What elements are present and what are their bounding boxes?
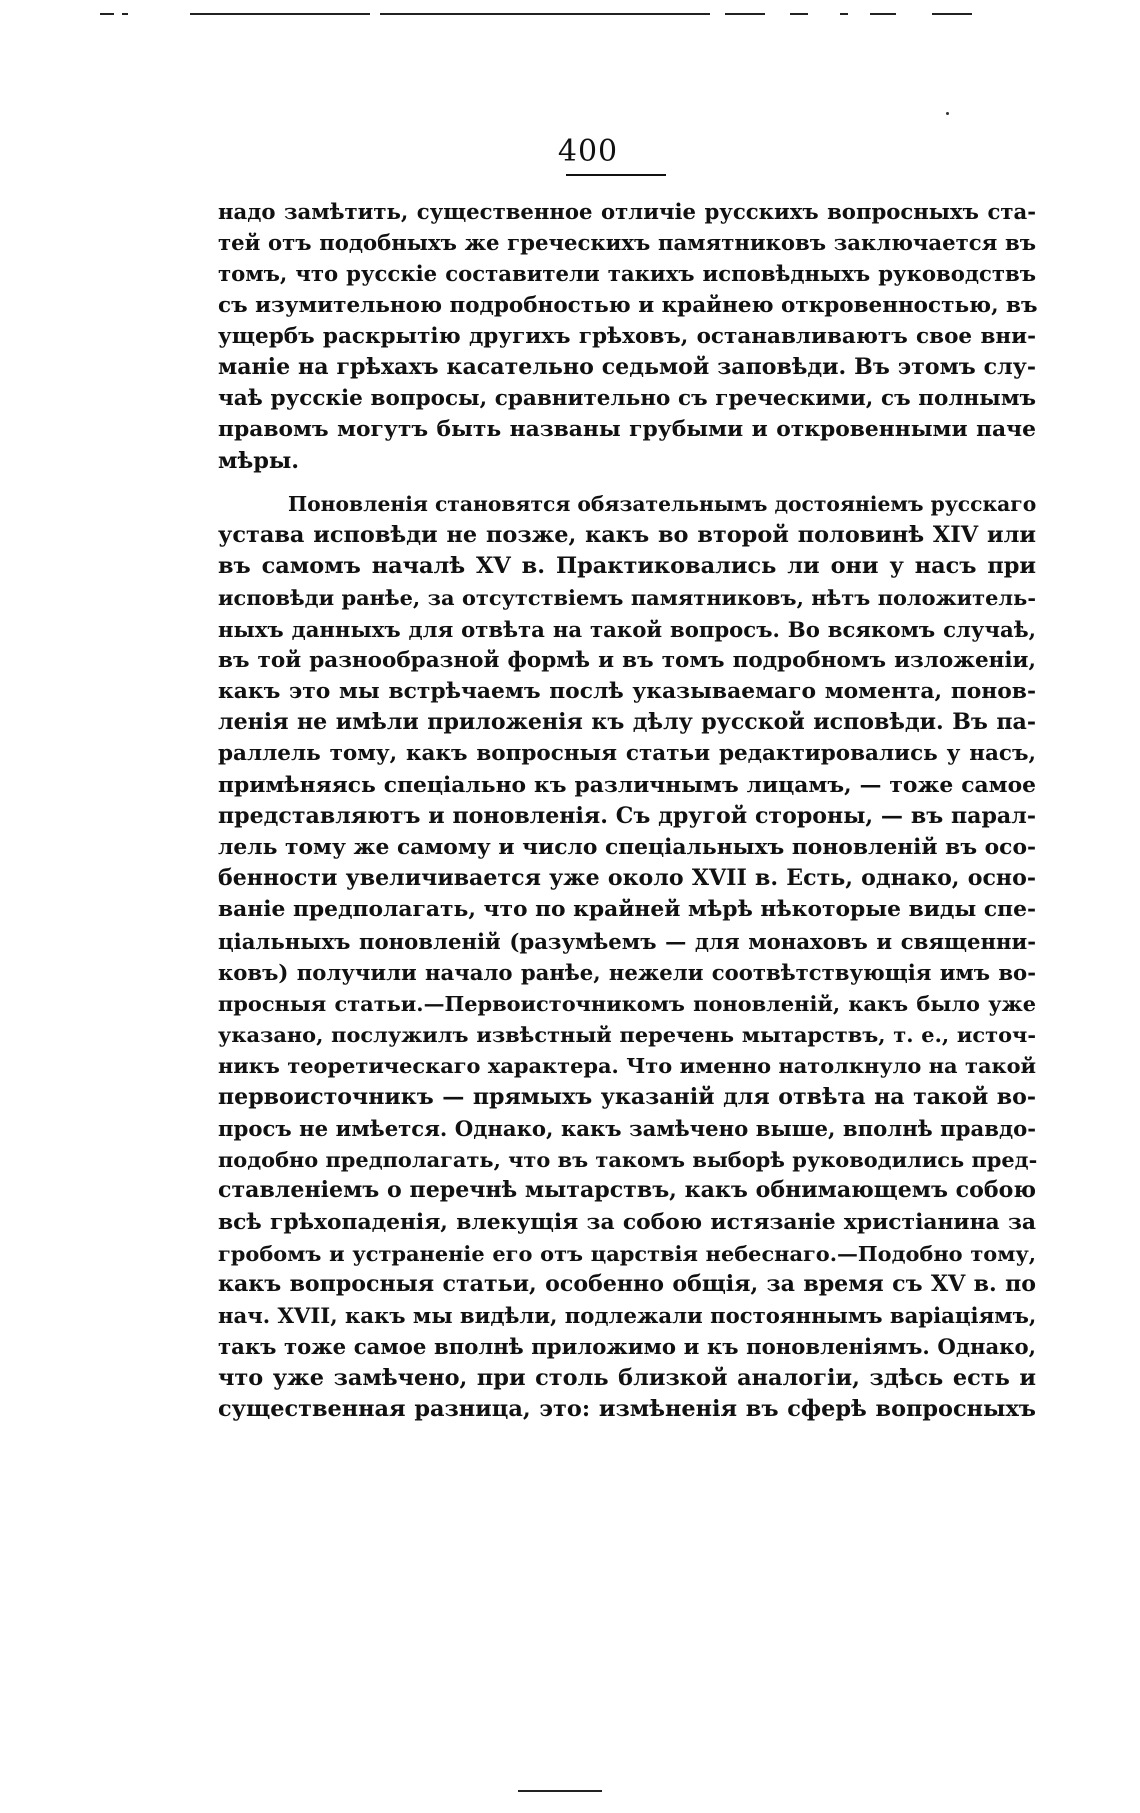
text-line: мѣры. bbox=[218, 447, 300, 474]
text-line: гробомъ и устраненіе его отъ царствія небеснаго.—Подобно тому, bbox=[218, 1240, 1036, 1266]
page-number-underline bbox=[566, 174, 666, 176]
paragraph-gap bbox=[218, 477, 1036, 489]
text-line: ныхъ данныхъ для отвѣта на такой вопросъ. Во всякомъ случаѣ, bbox=[218, 616, 1036, 642]
text-line: существенная разница, это: измѣненія въ сферѣ вопросныхъ bbox=[218, 1395, 1036, 1422]
text-line: просныя статьи.—Первоисточникомъ поновленій, какъ было уже bbox=[218, 991, 1036, 1017]
text-line: подобно предполагать, что въ такомъ выборѣ руководились пред- bbox=[218, 1147, 1038, 1173]
text-line: ставленіемъ о перечнѣ мытарствъ, какъ обнимающемъ собою bbox=[218, 1177, 1036, 1204]
text-line: какъ вопросныя статьи, особенно общія, за время съ XV в. по bbox=[218, 1270, 1036, 1297]
text-line: такъ тоже самое вполнѣ приложимо и къ поновленіямъ. Однако, bbox=[218, 1334, 1036, 1360]
footer-rule bbox=[518, 1790, 602, 1792]
text-line: тей отъ подобныхъ же греческихъ памятниковъ заключается въ bbox=[218, 230, 1036, 256]
text-line: надо замѣтить, существенное отличіе русскихъ вопросныхъ ста- bbox=[218, 199, 1036, 224]
text-line: ленія не имѣли приложенія къ дѣлу русской исповѣди. Въ па- bbox=[218, 709, 1036, 736]
text-line: въ самомъ началѣ XV в. Практиковались ли они у насъ при bbox=[218, 553, 1036, 580]
text-line: ваніе предполагать, что по крайней мѣрѣ нѣкоторые виды спе- bbox=[218, 897, 1036, 923]
scan-edge-artifact bbox=[100, 10, 1060, 18]
text-line: съ изумительною подробностью и крайнею откровенностью, въ bbox=[218, 292, 1038, 318]
paragraph bbox=[218, 196, 1036, 477]
text-line: указано, послужилъ извѣстный перечень мытарствъ, т. е., источ- bbox=[218, 1022, 1036, 1048]
text-line: устава исповѣди не позже, какъ во второй половинѣ XIV или bbox=[218, 522, 1036, 549]
text-line: Поновленія становятся обязательнымъ достояніемъ русскаго bbox=[288, 491, 1037, 516]
text-line: ущербъ раскрытію другихъ грѣховъ, останавливаютъ свое вни- bbox=[218, 323, 1036, 349]
text-line: бенности увеличивается уже около XVII в. Есть, однако, осно- bbox=[218, 865, 1036, 892]
body-text bbox=[218, 196, 1036, 1425]
page-number: 400 bbox=[557, 134, 619, 169]
text-line: раллель тому, какъ вопросныя статьи редактировались у насъ, bbox=[218, 741, 1036, 767]
text-line: примѣняясь спеціально къ различнымъ лицамъ, — тоже самое bbox=[218, 772, 1036, 798]
text-line: что уже замѣчено, при столь близкой аналогіи, здѣсь есть и bbox=[218, 1364, 1036, 1391]
text-line: лель тому же самому и число спеціальныхъ поновленій въ осо- bbox=[218, 835, 1037, 861]
text-line: нач. XVII, какъ мы видѣли, подлежали постояннымъ варіаціямъ, bbox=[218, 1303, 1037, 1329]
text-line: въ той разнообразной формѣ и въ томъ подробномъ изложеніи, bbox=[218, 647, 1036, 673]
text-line: ціальныхъ поновленій (разумѣемъ — для монаховъ и священни- bbox=[218, 928, 1036, 954]
paragraph bbox=[218, 489, 1036, 1425]
text-line: какъ это мы встрѣчаемъ послѣ указываемаго момента, понов- bbox=[218, 679, 1036, 705]
text-line: первоисточникъ — прямыхъ указаній для отвѣта на такой во- bbox=[218, 1083, 1036, 1110]
text-line: никъ теоретическаго характера. Что именно натолкнуло на такой bbox=[218, 1053, 1036, 1079]
text-line: исповѣди ранѣе, за отсутствіемъ памятниковъ, нѣтъ положитель- bbox=[218, 585, 1036, 611]
text-line: маніе на грѣхахъ касательно седьмой заповѣди. Въ этомъ слу- bbox=[218, 354, 1036, 381]
text-line: правомъ могутъ быть названы грубыми и откровенными паче bbox=[218, 417, 1036, 443]
text-line: ковъ) получили начало ранѣе, нежели соотвѣтствующія имъ во- bbox=[218, 959, 1036, 985]
text-line: томъ, что русскіе составители такихъ исповѣдныхъ руководствъ bbox=[218, 261, 1036, 287]
text-line: представляютъ и поновленія. Съ другой стороны, — въ парал- bbox=[218, 802, 1036, 829]
text-line: просъ не имѣется. Однако, какъ замѣчено выше, вполнѣ правдо- bbox=[218, 1115, 1036, 1141]
text-line: чаѣ русскіе вопросы, сравнительно съ греческими, съ полнымъ bbox=[218, 386, 1036, 412]
text-line: всѣ грѣхопаденія, влекущія за собою истязаніе христіанина за bbox=[218, 1209, 1036, 1235]
scan-speck bbox=[946, 112, 949, 115]
